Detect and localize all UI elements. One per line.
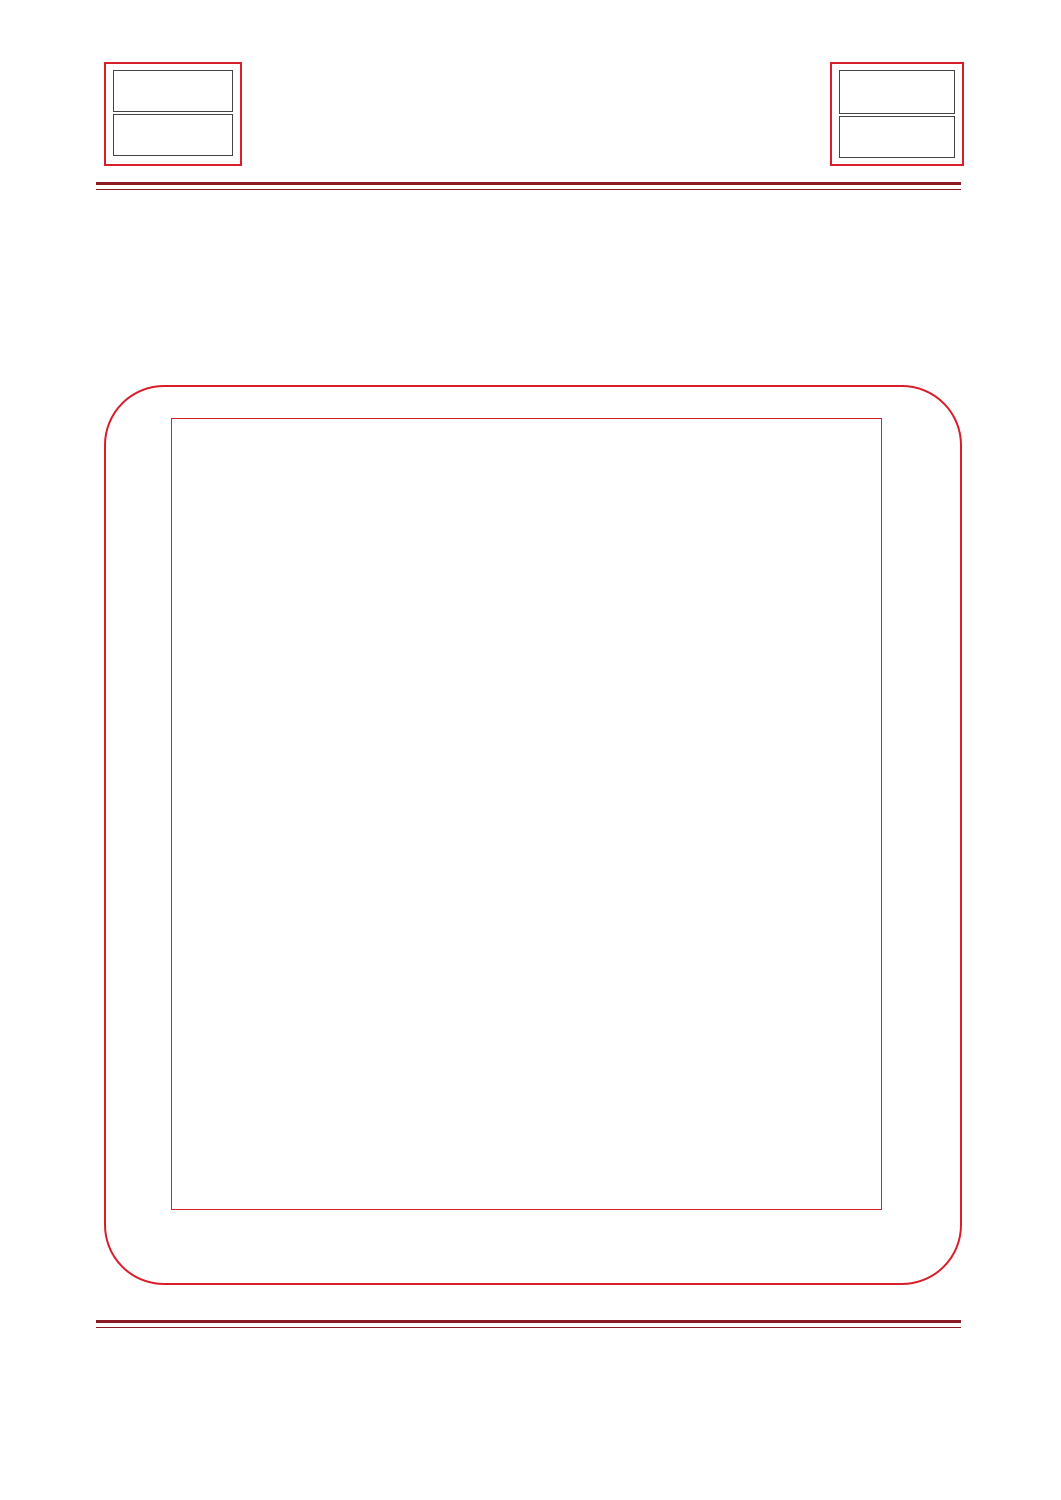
writing-grid xyxy=(171,418,882,1210)
footer-divider-thin xyxy=(96,1327,961,1328)
poem-text xyxy=(100,200,964,380)
group-box xyxy=(104,62,242,166)
group-value xyxy=(113,114,233,156)
writing-requirements xyxy=(104,1340,964,1350)
entry-number-box xyxy=(830,62,964,166)
entry-number-value xyxy=(839,116,955,158)
footer-divider xyxy=(96,1320,961,1323)
header-divider xyxy=(96,182,961,185)
header-divider-thin xyxy=(96,189,961,190)
group-label xyxy=(113,70,233,112)
entry-number-label xyxy=(839,70,955,114)
